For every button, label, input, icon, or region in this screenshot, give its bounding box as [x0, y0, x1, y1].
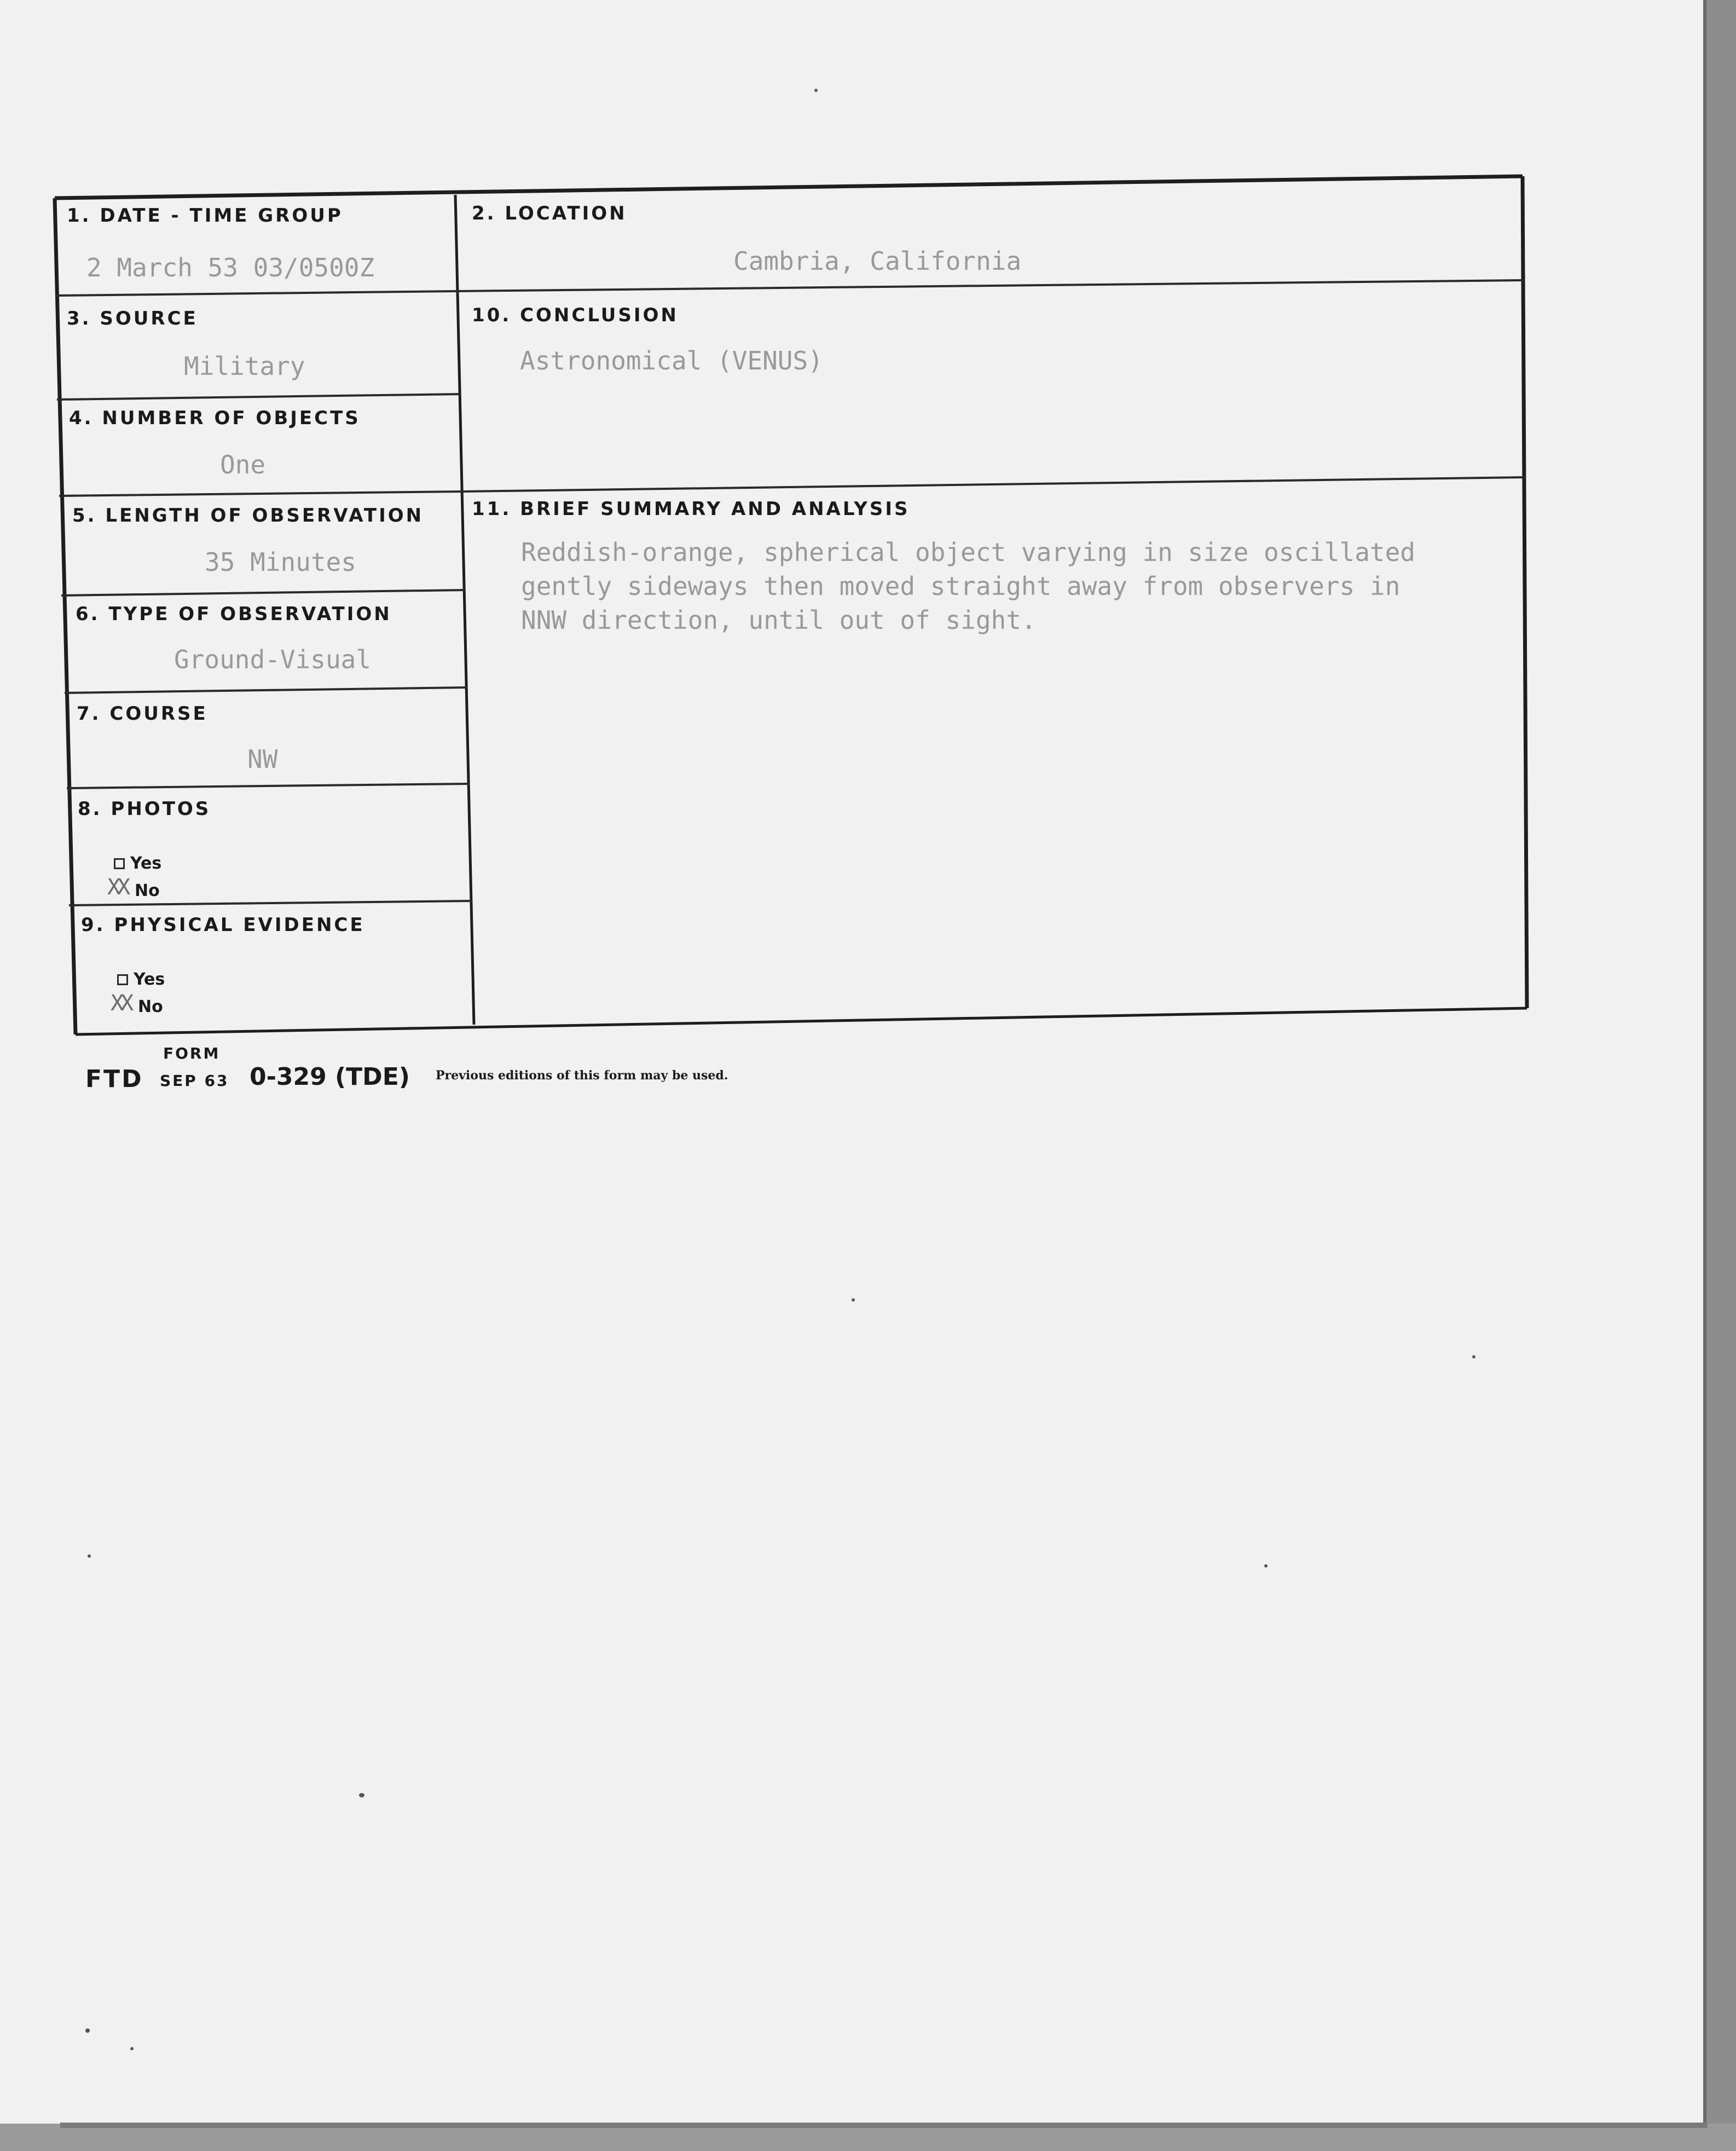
- right-row-line-1: [456, 280, 1524, 291]
- type-of-observation-value: Ground-Visual: [174, 645, 372, 674]
- row-line-7: [69, 901, 472, 905]
- photos-yes-checkbox[interactable]: [114, 858, 125, 869]
- footer-form-number: 0-329 (TDE): [250, 1063, 410, 1091]
- date-time-group-label: 1. DATE - TIME GROUP: [67, 205, 343, 227]
- location-value: Cambria, California: [733, 246, 1022, 276]
- photos-no-label: No: [135, 881, 160, 900]
- film-speck: [852, 1298, 855, 1302]
- summary-label: 11. BRIEF SUMMARY AND ANALYSIS: [472, 498, 910, 520]
- scan-edge-bottom-inner: [60, 2123, 1708, 2128]
- date-time-group-value: 2 March 53 03/0500Z: [86, 253, 375, 282]
- conclusion-value: Astronomical (VENUS): [520, 346, 823, 375]
- film-speck: [359, 1793, 364, 1797]
- length-of-observation-label: 5. LENGTH OF OBSERVATION: [72, 505, 424, 527]
- film-speck: [1264, 1564, 1268, 1568]
- type-of-observation-label: 6. TYPE OF OBSERVATION: [76, 603, 392, 625]
- film-speck: [85, 2028, 90, 2033]
- physical-evidence-yes-checkbox[interactable]: [117, 974, 128, 985]
- row-line-3: [59, 492, 463, 496]
- footer-ftd: FTD: [85, 1065, 143, 1093]
- film-speck: [814, 89, 818, 92]
- physical-evidence-label: 9. PHYSICAL EVIDENCE: [81, 914, 365, 936]
- physical-evidence-no-mark[interactable]: XX: [111, 991, 131, 1016]
- frame-bottom: [76, 1008, 1527, 1034]
- row-line-6: [67, 784, 470, 788]
- physical-evidence-yes-label: Yes: [134, 970, 165, 989]
- length-of-observation-value: 35 Minutes: [205, 547, 356, 577]
- source-label: 3. SOURCE: [67, 308, 198, 329]
- summary-line-1: Reddish-orange, spherical object varying in size oscillated: [521, 537, 1415, 567]
- film-speck: [130, 2047, 134, 2050]
- source-value: Military: [184, 351, 305, 381]
- frame-top: [55, 176, 1523, 198]
- number-of-objects-label: 4. NUMBER OF OBJECTS: [69, 407, 361, 429]
- course-label: 7. COURSE: [77, 703, 208, 725]
- location-label: 2. LOCATION: [472, 203, 627, 224]
- number-of-objects-value: One: [220, 450, 266, 479]
- film-speck: [88, 1554, 91, 1558]
- course-value: NW: [247, 744, 278, 774]
- summary-line-3: NNW direction, until out of sight.: [521, 605, 1037, 635]
- footer-form-word: FORM: [163, 1044, 221, 1062]
- physical-evidence-no-label: No: [138, 997, 163, 1016]
- footer-date-code: SEP 63: [160, 1072, 229, 1090]
- scan-edge-right: [1706, 0, 1736, 2151]
- frame-right: [1523, 176, 1527, 1008]
- photos-label: 8. PHOTOS: [78, 798, 211, 820]
- conclusion-label: 10. CONCLUSION: [472, 304, 679, 326]
- row-line-2: [57, 394, 461, 400]
- summary-line-2: gently sideways then moved straight away from observers in: [521, 571, 1401, 601]
- film-speck: [1472, 1355, 1475, 1358]
- right-row-line-2: [463, 477, 1525, 492]
- row-line-1: [56, 291, 456, 296]
- row-line-4: [61, 590, 465, 595]
- photos-yes-label: Yes: [130, 854, 162, 873]
- photos-no-mark[interactable]: XX: [107, 875, 128, 900]
- row-line-5: [65, 687, 467, 693]
- summary-text: [521, 535, 1415, 637]
- footer-note: Previous editions of this form may be used.: [436, 1068, 728, 1083]
